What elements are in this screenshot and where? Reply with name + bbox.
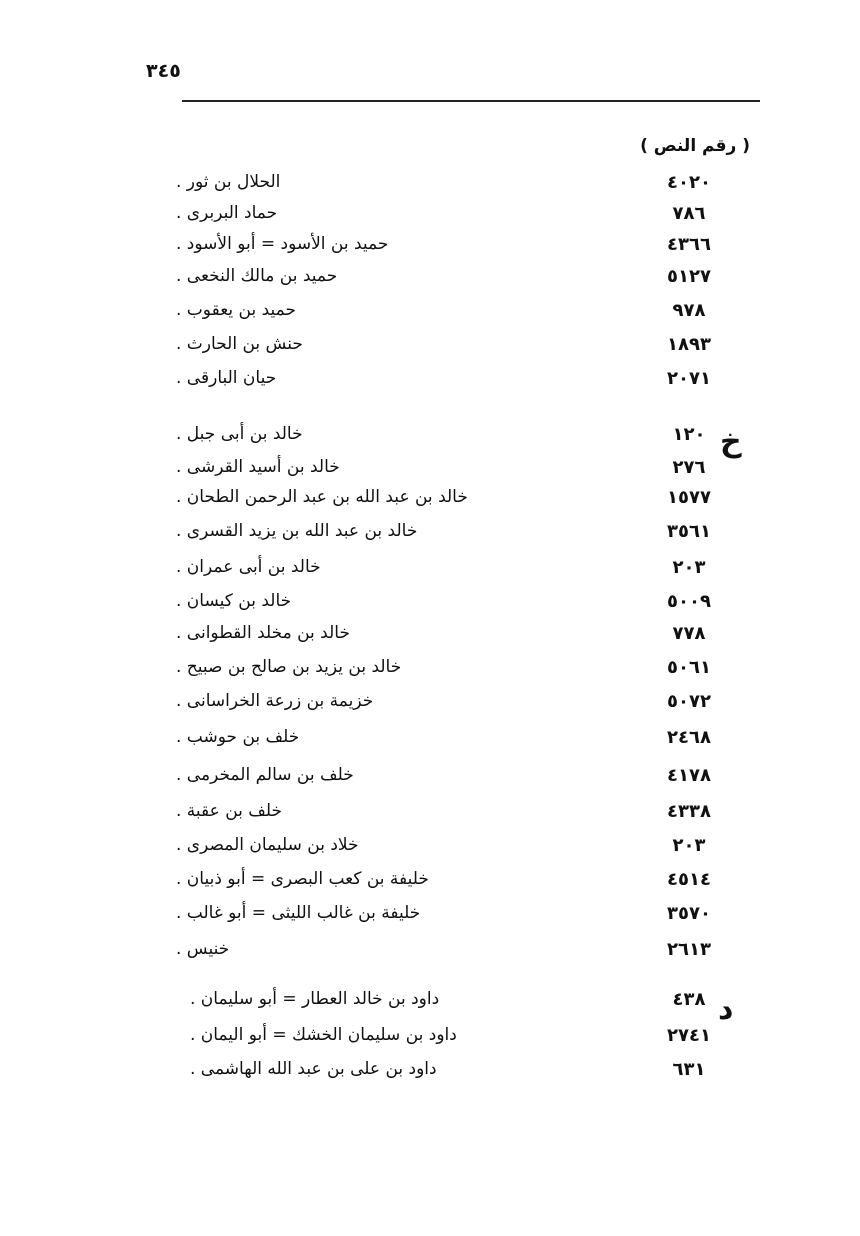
entry-number: ٧٨٦ — [672, 203, 706, 224]
entry-name: خالد بن أبى جبل . — [176, 424, 303, 444]
entry-number: ١٢٠ — [672, 424, 706, 445]
entry-number: ٢٧٤١ — [667, 1025, 711, 1046]
entry-number: ٦٣١ — [672, 1059, 706, 1080]
entry-number: ٥٠٦١ — [667, 657, 711, 678]
entry-number: ٢٦١٣ — [667, 939, 711, 960]
entry-name: حماد البربرى . — [176, 203, 278, 223]
entry-name: خالد بن كيسان . — [176, 591, 292, 611]
entry-number: ٢٤٦٨ — [667, 727, 711, 748]
entry-number: ٣٥٦١ — [667, 521, 711, 542]
entry-number: ٢٠٣ — [672, 557, 706, 578]
entry-name: خليفة بن غالب الليثى = أبو غالب . — [176, 903, 421, 923]
entry-name: خلف بن عقبة . — [176, 801, 283, 821]
entry-name: داود بن سليمان الخشك = أبو اليمان . — [190, 1025, 457, 1045]
entry-number: ٣٥٧٠ — [667, 903, 711, 924]
column-header: ( رقم النص ) — [640, 136, 750, 156]
header-rule — [182, 100, 760, 102]
entry-name: حميد بن الأسود = أبو الأسود . — [176, 234, 389, 254]
entry-number: ٥٠٧٢ — [667, 691, 711, 712]
entry-number: ٥٠٠٩ — [667, 591, 711, 612]
entry-name: خلف بن حوشب . — [176, 727, 300, 747]
entry-name: حميد بن يعقوب . — [176, 300, 296, 320]
entry-number: ٤٥١٤ — [667, 869, 711, 890]
section-letter-kha: خ — [720, 424, 742, 459]
entry-number: ٤٣٨ — [672, 989, 706, 1010]
entry-name: خليفة بن كعب البصرى = أبو ذبيان . — [176, 869, 429, 889]
entry-number: ٤٣٦٦ — [667, 234, 711, 255]
entry-number: ٧٧٨ — [672, 623, 706, 644]
entry-name: خالد بن عبد الله بن عبد الرحمن الطحان . — [176, 487, 468, 507]
entry-name: خلف بن سالم المخرمى . — [176, 765, 354, 785]
entry-name: خالد بن يزيد بن صالح بن صبيح . — [176, 657, 402, 677]
entry-number: ١٥٧٧ — [667, 487, 711, 508]
entry-name: داود بن على بن عبد الله الهاشمى . — [190, 1059, 437, 1079]
page-number: ٣٤٥ — [146, 60, 181, 82]
entry-name: الحلال بن ثور . — [176, 172, 281, 192]
entry-number: ٤٣٣٨ — [667, 801, 711, 822]
entry-name: خالد بن أسيد القرشى . — [176, 457, 340, 477]
entry-number: ٢٧٦ — [672, 457, 706, 478]
entry-number: ٩٧٨ — [672, 300, 706, 321]
entry-name: خلاد بن سليمان المصرى . — [176, 835, 359, 855]
entry-name: خزيمة بن زرعة الخراسانى . — [176, 691, 374, 711]
entry-name: داود بن خالد العطار = أبو سليمان . — [190, 989, 440, 1009]
entry-name: حيان البارقى . — [176, 368, 277, 388]
entry-name: خالد بن أبى عمران . — [176, 557, 321, 577]
entry-number: ٢٠٣ — [672, 835, 706, 856]
entry-name: خنيس . — [176, 939, 230, 959]
entry-number: ٢٠٧١ — [667, 368, 711, 389]
entry-name: خالد بن مخلد القطوانى . — [176, 623, 350, 643]
entry-number: ٥١٢٧ — [667, 266, 711, 287]
section-letter-dal: د — [718, 992, 734, 1027]
entry-number: ٤١٧٨ — [667, 765, 711, 786]
entry-name: خالد بن عبد الله بن يزيد القسرى . — [176, 521, 418, 541]
entry-name: حنش بن الحارث . — [176, 334, 303, 354]
entry-number: ٤٠٢٠ — [667, 172, 711, 193]
entry-number: ١٨٩٣ — [667, 334, 711, 355]
entry-name: حميد بن مالك النخعى . — [176, 266, 338, 286]
